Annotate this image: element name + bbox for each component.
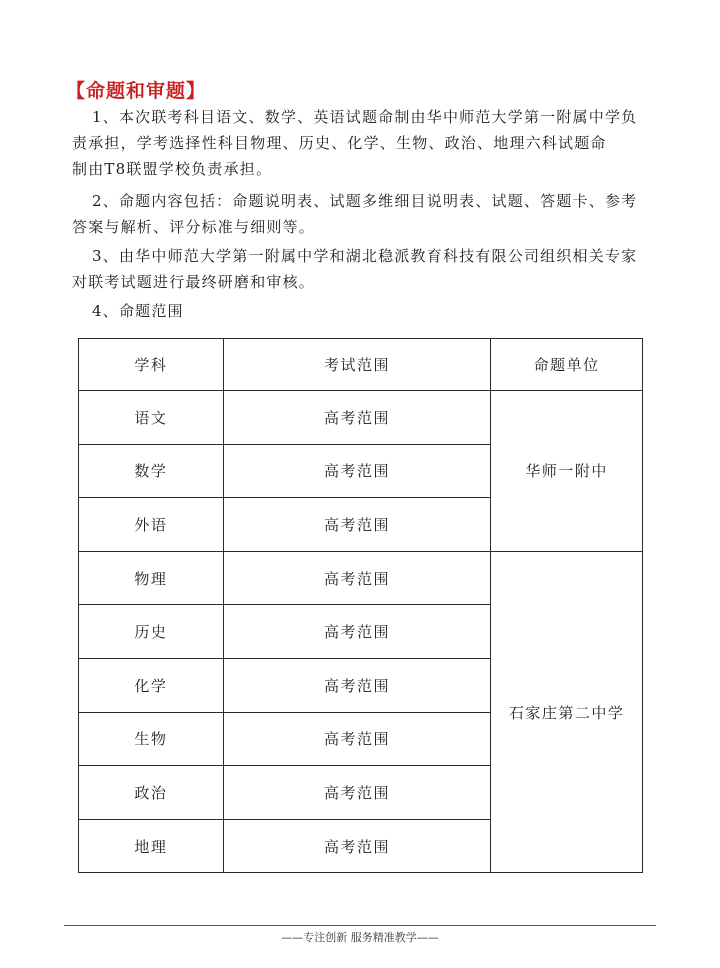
subject-cell: 数学 — [79, 444, 224, 498]
paragraph-2-line-1: 2、命题内容包括：命题说明表、试题多维细目说明表、试题、答题卡、参考 — [92, 192, 638, 210]
paragraph-3-line-2: 对联考试题进行最终研磨和审核。 — [72, 273, 316, 291]
scope-cell: 高考范围 — [223, 605, 491, 659]
section-title: 【命题和审题】 — [66, 80, 207, 102]
scope-cell: 高考范围 — [223, 444, 491, 498]
paragraph-2-line-2: 答案与解析、评分标准与细则等。 — [72, 218, 316, 236]
unit-cell: 石家庄第二中学 — [491, 551, 643, 873]
scope-cell: 高考范围 — [223, 712, 491, 766]
table-row — [79, 391, 643, 445]
scope-cell: 高考范围 — [223, 819, 491, 873]
paragraph-1 — [72, 104, 662, 182]
footer-slogan: ——专注创新 服务精准教学—— — [281, 931, 439, 944]
paragraph-2 — [72, 188, 662, 240]
scope-cell: 高考范围 — [223, 391, 491, 445]
subject-cell: 物理 — [79, 551, 224, 605]
paragraph-3-line-1: 3、由华中师范大学第一附属中学和湖北稳派教育科技有限公司组织相关专家 — [92, 247, 638, 265]
subject-cell: 历史 — [79, 605, 224, 659]
paragraph-1-line-2: 责承担，学考选择性科目物理、历史、化学、生物、政治、地理六科试题命 — [72, 134, 607, 152]
scope-cell: 高考范围 — [223, 498, 491, 552]
subject-cell: 地理 — [79, 819, 224, 873]
subject-cell: 政治 — [79, 766, 224, 820]
paragraph-1-line-3: 制由T8联盟学校负责承担。 — [72, 160, 273, 178]
paragraph-3 — [72, 243, 662, 295]
table-header-row — [79, 339, 643, 391]
footer-divider — [64, 925, 656, 926]
paragraph-4 — [92, 298, 662, 324]
scope-cell: 高考范围 — [223, 766, 491, 820]
exam-scope-table — [78, 338, 643, 873]
header-unit: 命题单位 — [491, 339, 643, 391]
scope-cell: 高考范围 — [223, 551, 491, 605]
header-scope: 考试范围 — [223, 339, 491, 391]
header-subject: 学科 — [79, 339, 224, 391]
scope-cell: 高考范围 — [223, 658, 491, 712]
paragraph-1-line-1: 1、本次联考科目语文、数学、英语试题命制由华中师范大学第一附属中学负 — [92, 108, 638, 126]
subject-cell: 生物 — [79, 712, 224, 766]
paragraph-4-line-1: 4、命题范围 — [92, 302, 184, 320]
unit-cell: 华师一附中 — [491, 391, 643, 552]
subject-cell: 化学 — [79, 658, 224, 712]
subject-cell: 外语 — [79, 498, 224, 552]
subject-cell: 语文 — [79, 391, 224, 445]
table-row — [79, 551, 643, 605]
